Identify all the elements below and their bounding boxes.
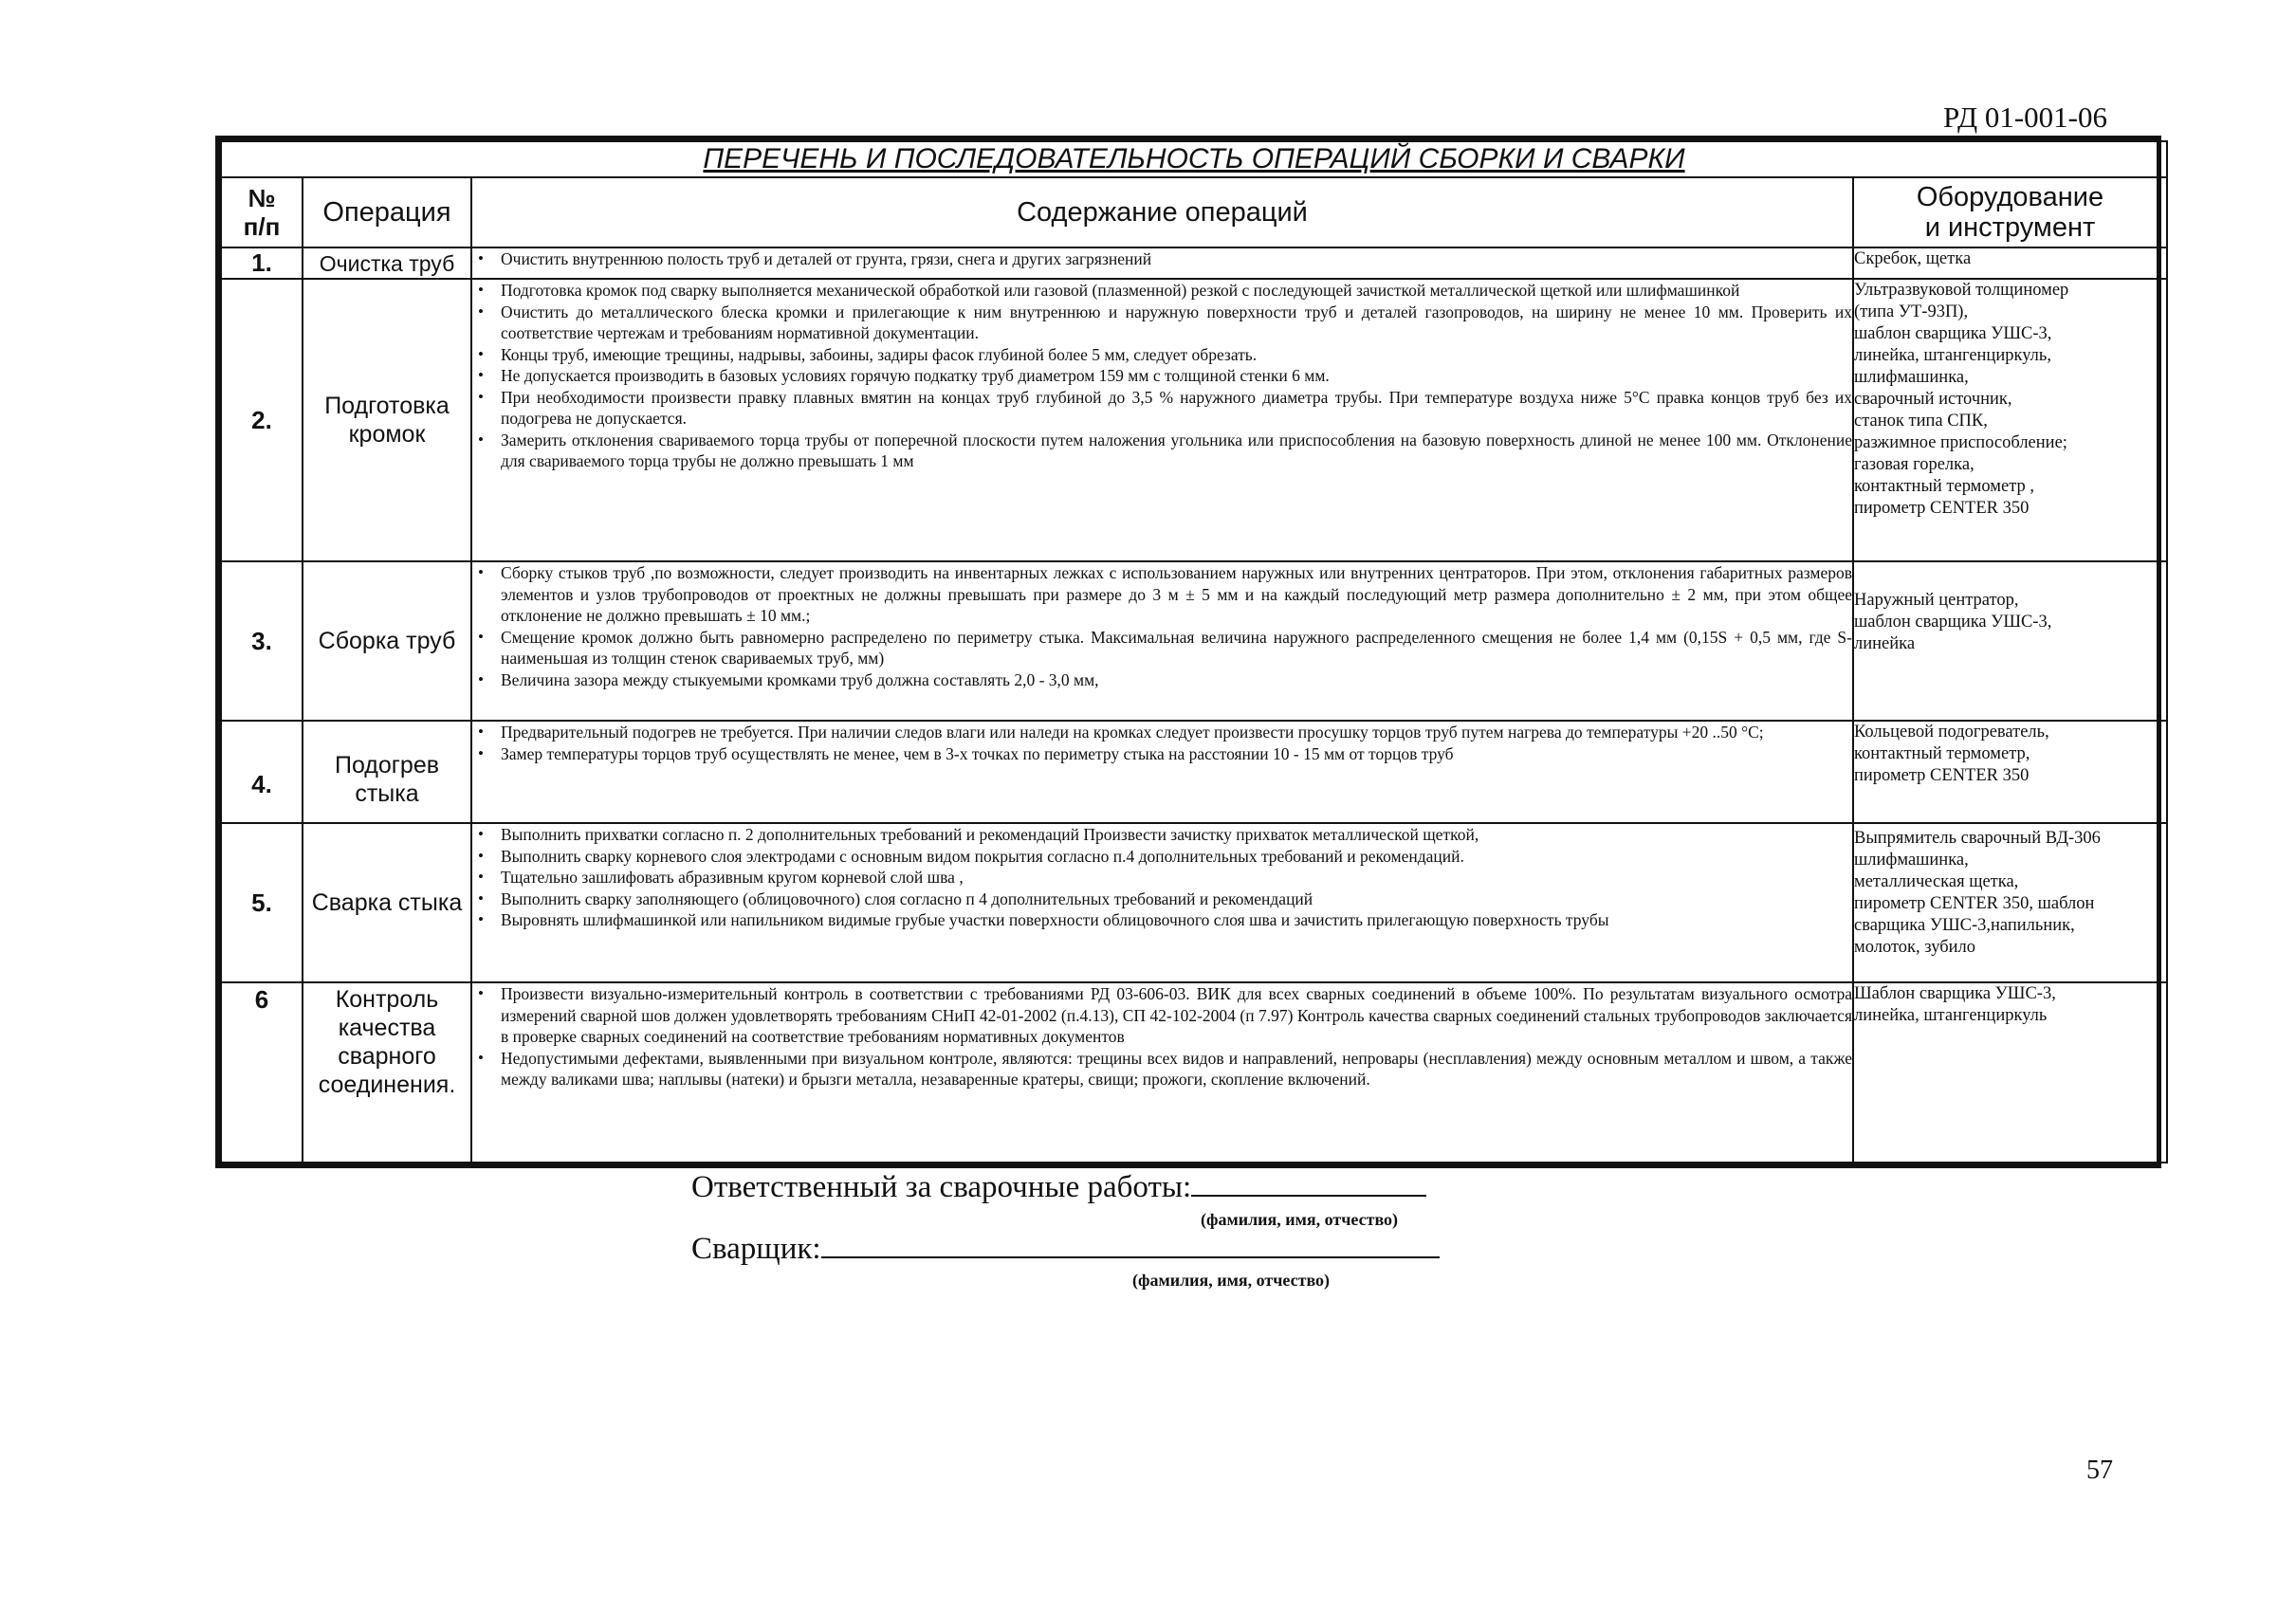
table-row — [221, 982, 2167, 1163]
table-row — [221, 279, 2167, 561]
operation-name: Контроль качества сварного соединения. — [303, 982, 471, 1163]
list-item: • Очистить внутреннюю полость труб и деталей от грунта, грязи, снега и других загрязнений — [501, 248, 1852, 270]
table-row — [221, 721, 2167, 823]
equipment-line: Ультразвуковой толщиномер — [1854, 281, 2069, 300]
equipment-cell — [1853, 561, 2167, 721]
list-item: • Не допускается производить в базовых условиях горячую подкатку труб диаметром 159 мм с толщиной стенки 6 мм. — [501, 365, 1852, 387]
table-row — [221, 561, 2167, 721]
operation-content — [471, 279, 1853, 561]
equipment-line: линейка, штангенциркуль — [1854, 1006, 2048, 1025]
table-title: ПЕРЕЧЕНЬ И ПОСЛЕДОВАТЕЛЬНОСТЬ ОПЕРАЦИЙ СБОРКИ И СВАРКИ — [221, 141, 2167, 177]
list-item: • Величина зазора между стыкуемыми кромками труб должна составлять 2,0 - 3,0 мм, — [501, 669, 1852, 691]
column-header-equipment: Оборудование и инструмент — [1853, 177, 2167, 247]
equipment-line: шаблон сварщика УШС-3, — [1854, 612, 2052, 632]
equipment-line: линейка — [1854, 633, 1916, 653]
operation-name: Очистка труб — [303, 247, 471, 279]
equipment-line: разжимное приспособление; — [1854, 433, 2067, 452]
operation-content — [471, 982, 1853, 1163]
list-item: • Сборку стыков труб ,по возможности, следует производить на инвентарных лежках с использованием наружных или внутренних центраторов. При этом, отклонения габаритных размеров элементов и узлов трубопроводов от проектных не должны превышать при размере до 3 м ± 5 мм и на каждый последующий метр размера дополнительно ± 2 мм, при этом общее отклонение не должно превышать ± 10 мм.; — [501, 562, 1852, 627]
responsible-signature-field[interactable] — [1191, 1170, 1426, 1197]
equipment-line: пирометр CENTER 350, шаблон — [1854, 894, 2095, 913]
operations-table — [215, 136, 2161, 1168]
list-item: • Произвести визуально-измерительный контроль в соответствии с требованиями РД 03-606-03. ВИК для всех сварных соединений в объеме 100%. По результатам визуального осмотра измерений сварной шов должен удовлетворять требованиям СНиП 42-01-2002 (п.4.13), СП 42-102-2004 (п 7.97) Контроль качества сварных соединений стальных трубопроводов заключается в проверке сварных соединений на соответствие требованиям нормативных документов — [501, 983, 1852, 1048]
equipment-line: пирометр CENTER 350 — [1854, 766, 2030, 785]
list-item: • Смещение кромок должно быть равномерно распределено по периметру стыка. Максимальная величина наружного распределенного смещения не более 1,4 мм (0,15S + 0,5 мм, где S- наименьшая из толщин стенок свариваемых труб, мм) — [501, 627, 1852, 669]
operation-content — [471, 721, 1853, 823]
operation-content — [471, 247, 1853, 279]
list-item: • Выполнить сварку корневого слоя электродами с основным видом покрытия согласно п.4 дополнительных требований и рекомендаций. — [501, 846, 1852, 868]
operation-name: Сборка труб — [303, 561, 471, 721]
equipment-line: контактный термометр , — [1854, 477, 2035, 496]
column-header-number: № п/п — [221, 177, 303, 247]
table-row — [221, 247, 2167, 279]
list-item: • Очистить до металлического блеска кромки и прилегающие к ним внутреннюю и наружную поверхности труб и деталей газопроводов, на ширину не менее 10 мм. Проверить их соответствие чертежам и требованиям нормативной документации. — [501, 302, 1852, 344]
list-item: • Замер температуры торцов труб осуществлять не менее, чем в 3-х точках по периметру стыка на расстоянии 10 - 15 мм от торцов труб — [501, 743, 1852, 765]
list-item: • Предварительный подогрев не требуется. При наличии следов влаги или наледи на кромках следует произвести просушку торцов труб путем нагрева до температуры +20 ..50 °С; — [501, 722, 1852, 743]
list-item: • Замерить отклонения свариваемого торца трубы от поперечной плоскости путем наложения угольника или приспособления на базовую поверхность длиной не менее 100 мм. Отклонение для свариваемого торца трубы не должно превышать 1 мм — [501, 430, 1852, 472]
equipment-cell — [1853, 823, 2167, 982]
table-row — [221, 823, 2167, 982]
welder-signature-line — [691, 1232, 1440, 1267]
operation-name: Сварка стыка — [303, 823, 471, 982]
welder-label: Сварщик: — [691, 1232, 821, 1266]
equipment-line: Шаблон сварщика УШС-3, — [1854, 984, 2056, 1003]
list-item: • Выполнить сварку заполняющего (облицовочного) слоя согласно п 4 дополнительных требований и рекомендаций — [501, 888, 1852, 910]
list-item: • Выполнить прихватки согласно п. 2 дополнительных требований и рекомендаций Произвести зачистку прихваток металлической щеткой, — [501, 824, 1852, 846]
list-item: • Выровнять шлифмашинкой или напильником видимые грубые участки поверхности облицовочного слоя шва и зачистить прилегающую поверхность трубы — [501, 909, 1852, 931]
row-number: 3. — [221, 561, 303, 721]
column-header-operation: Операция — [303, 177, 471, 247]
equipment-line: Кольцевой подогреватель, — [1854, 723, 2049, 742]
welder-hint: (фамилия, имя, отчество) — [1132, 1271, 1331, 1290]
equipment-line: линейка, штангенциркуль, — [1854, 346, 2051, 365]
responsible-signature-line — [691, 1170, 1426, 1205]
equipment-line: шаблон сварщика УШС-3, — [1854, 324, 2052, 343]
responsible-hint: (фамилия, имя, отчество) — [1201, 1210, 1399, 1229]
operation-name: Подготовка кромок — [303, 279, 471, 561]
column-header-content: Содержание операций — [471, 177, 1853, 247]
operation-content — [471, 561, 1853, 721]
list-item: • При необходимости произвести правку плавных вмятин на концах труб глубиной до 3,5 % наружного диаметра трубы. При температуре воздуха ниже 5°С правка концов труб без их подогрева не допускается. — [501, 387, 1852, 430]
list-item: • Тщательно зашлифовать абразивным кругом корневой слой шва , — [501, 867, 1852, 888]
equipment-line: сварщика УШС-3,напильник, — [1854, 916, 2075, 935]
equipment-line: шлифмашинка, — [1854, 368, 1969, 387]
page-number: 57 — [2086, 1456, 2113, 1485]
list-item: • Концы труб, имеющие трещины, надрывы, забоины, задиры фасок глубиной более 5 мм, следует обрезать. — [501, 344, 1852, 366]
row-number: 2. — [221, 279, 303, 561]
equipment-line: станок типа СПК, — [1854, 412, 1988, 430]
equipment-line: (типа УТ-93П), — [1854, 302, 1969, 321]
equipment-line: Наружный центратор, — [1854, 590, 2019, 610]
document-code: РД 01-001-06 — [1943, 101, 2107, 134]
operation-content — [471, 823, 1853, 982]
equipment-line: Выпрямитель сварочный ВД-306 — [1854, 829, 2101, 848]
welder-signature-field[interactable] — [821, 1232, 1440, 1258]
equipment-cell: Скребок, щетка — [1853, 247, 2167, 279]
equipment-line: сварочный источник, — [1854, 390, 2012, 409]
equipment-line: пирометр CENTER 350 — [1854, 499, 2030, 518]
equipment-line: газовая горелка, — [1854, 455, 1975, 474]
list-item: • Недопустимыми дефектами, выявленными при визуальном контроле, являются: трещины всех видов и направлений, непровары (несплавления) между основным металлом и швом, а также между валиками шва; наплывы (натеки) и брызги металла, незаваренные кратеры, свищи; прожоги, скопление включений. — [501, 1048, 1852, 1090]
equipment-line: молоток, зубило — [1854, 938, 1976, 957]
row-number: 6 — [221, 982, 303, 1163]
row-number: 1. — [221, 247, 303, 279]
row-number: 5. — [221, 823, 303, 982]
operation-name: Подогрев стыка — [303, 721, 471, 823]
equipment-cell — [1853, 721, 2167, 823]
row-number: 4. — [221, 721, 303, 823]
equipment-line: металлическая щетка, — [1854, 872, 2019, 891]
equipment-line: контактный термометр, — [1854, 744, 2030, 763]
list-item: • Подготовка кромок под сварку выполняется механической обработкой или газовой (плазменной) резкой с последующей зачисткой металлической щеткой или шлифмашинкой — [501, 280, 1852, 302]
equipment-cell — [1853, 279, 2167, 561]
equipment-cell — [1853, 982, 2167, 1163]
responsible-label: Ответственный за сварочные работы: — [691, 1170, 1192, 1204]
equipment-line: шлифмашинка, — [1854, 851, 1969, 870]
